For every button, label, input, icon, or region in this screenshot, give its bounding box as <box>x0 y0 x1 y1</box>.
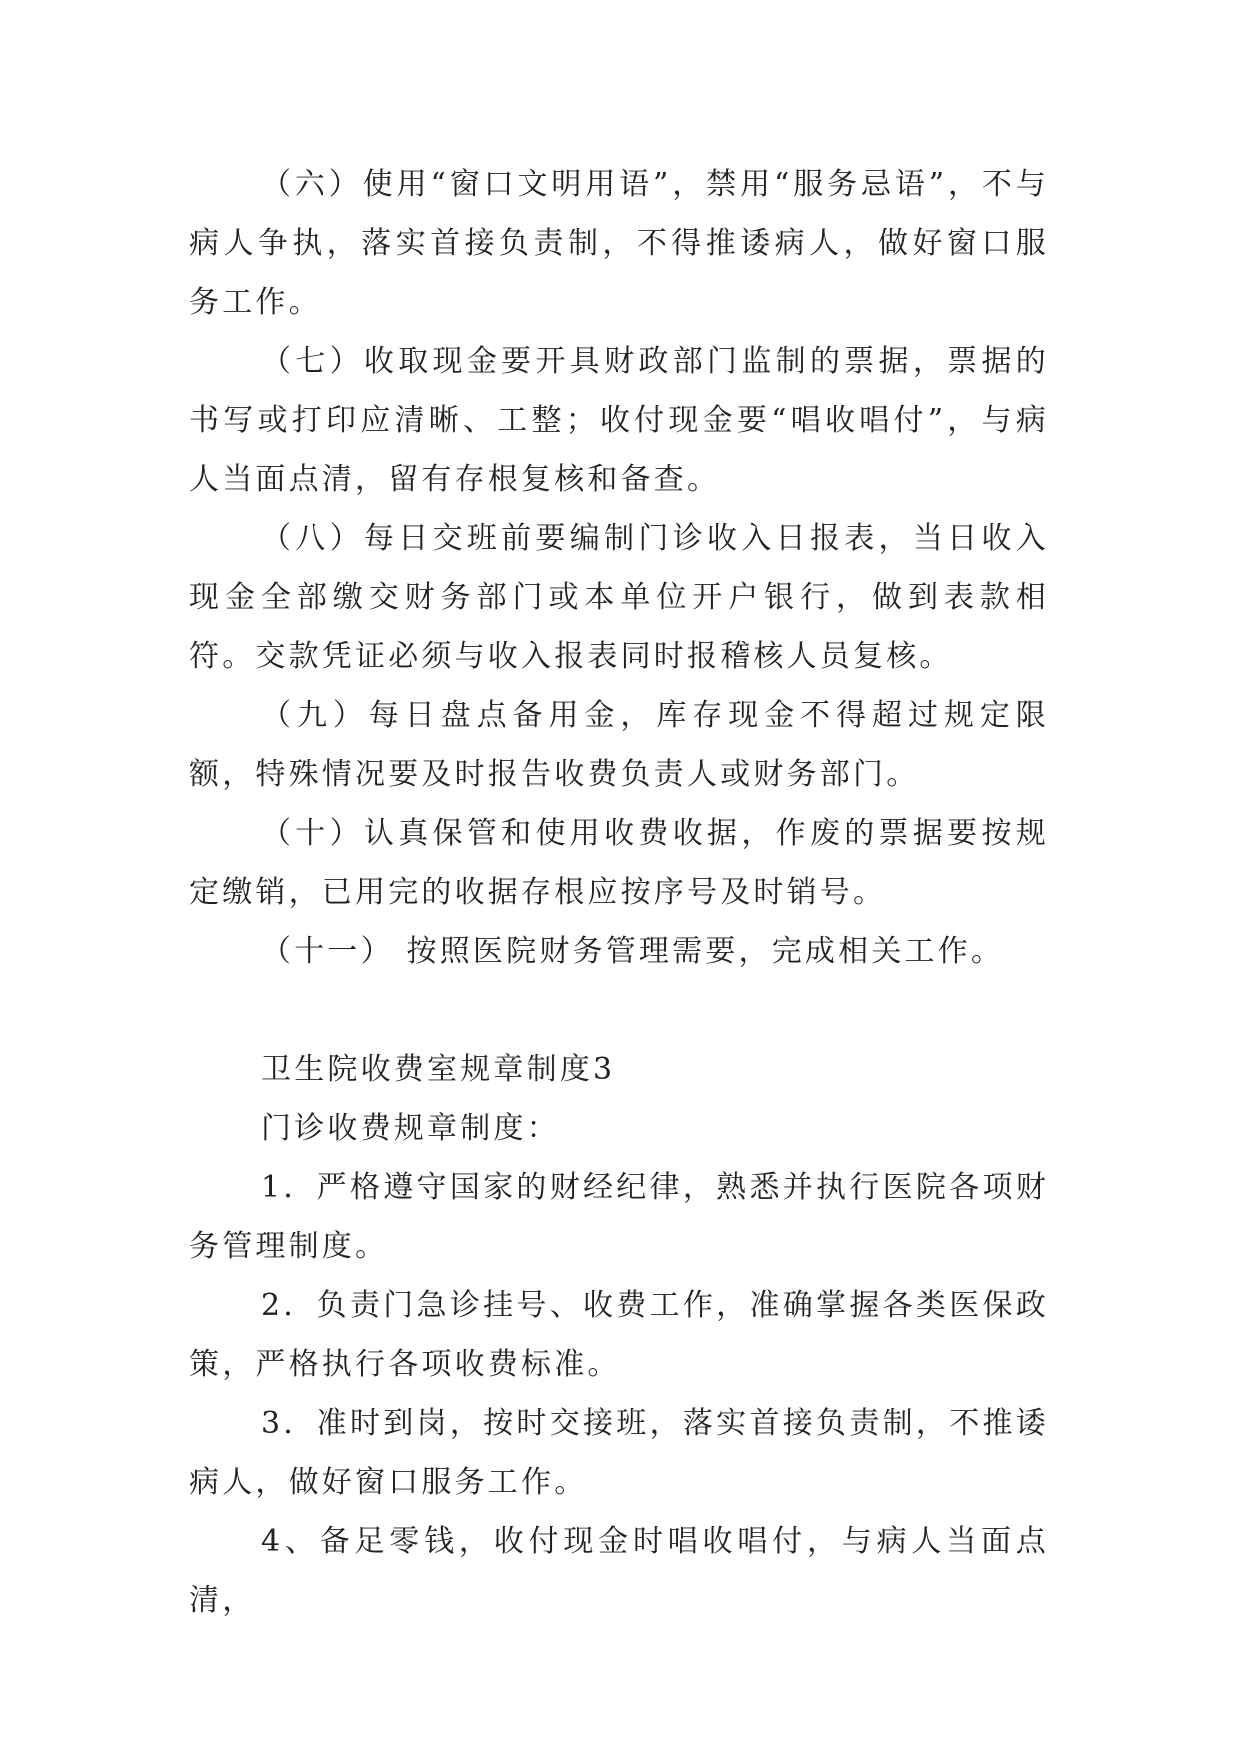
subsection-title: 门诊收费规章制度： <box>261 1111 560 1146</box>
paragraph-item-6: （六）使用“窗口文明用语”，禁用“服务忌语”，不与病人争执，落实首接负责制，不得推诿病人，做好窗口服务工作。 <box>189 167 1049 320</box>
document-body <box>189 155 1049 1630</box>
paragraph-item-10: （十）认真保管和使用收费收据，作废的票据要按规定缴销，已用完的收据存根应按序号及时销号。 <box>189 816 1049 910</box>
section-spacer <box>189 981 1049 1040</box>
paragraph-item-8: （八）每日交班前要编制门诊收入日报表，当日收入现金全部缴交财务部门或本单位开户银行，做到表款相符。交款凭证必须与收入报表同时报稽核人员复核。 <box>189 521 1049 674</box>
rule-item-1: 1．严格遵守国家的财经纪律，熟悉并执行医院各项财务管理制度。 <box>189 1170 1049 1264</box>
rule-item-3: 3．准时到岗，按时交接班，落实首接负责制，不推诿病人，做好窗口服务工作。 <box>189 1406 1049 1500</box>
rule-item-4: 4、备足零钱，收付现金时唱收唱付，与病人当面点清， <box>189 1524 1049 1618</box>
section-title: 卫生院收费室规章制度3 <box>261 1052 616 1087</box>
paragraph-item-11: （十一） 按照医院财务管理需要，完成相关工作。 <box>261 934 1005 969</box>
paragraph-item-9: （九）每日盘点备用金，库存现金不得超过规定限额，特殊情况要及时报告收费负责人或财务部门。 <box>189 698 1049 792</box>
rule-item-2: 2．负责门急诊挂号、收费工作，准确掌握各类医保政策，严格执行各项收费标准。 <box>189 1288 1049 1382</box>
paragraph-item-7: （七）收取现金要开具财政部门监制的票据，票据的书写或打印应清晰、工整；收付现金要“唱收唱付”，与病人当面点清，留有存根复核和备查。 <box>189 344 1049 497</box>
